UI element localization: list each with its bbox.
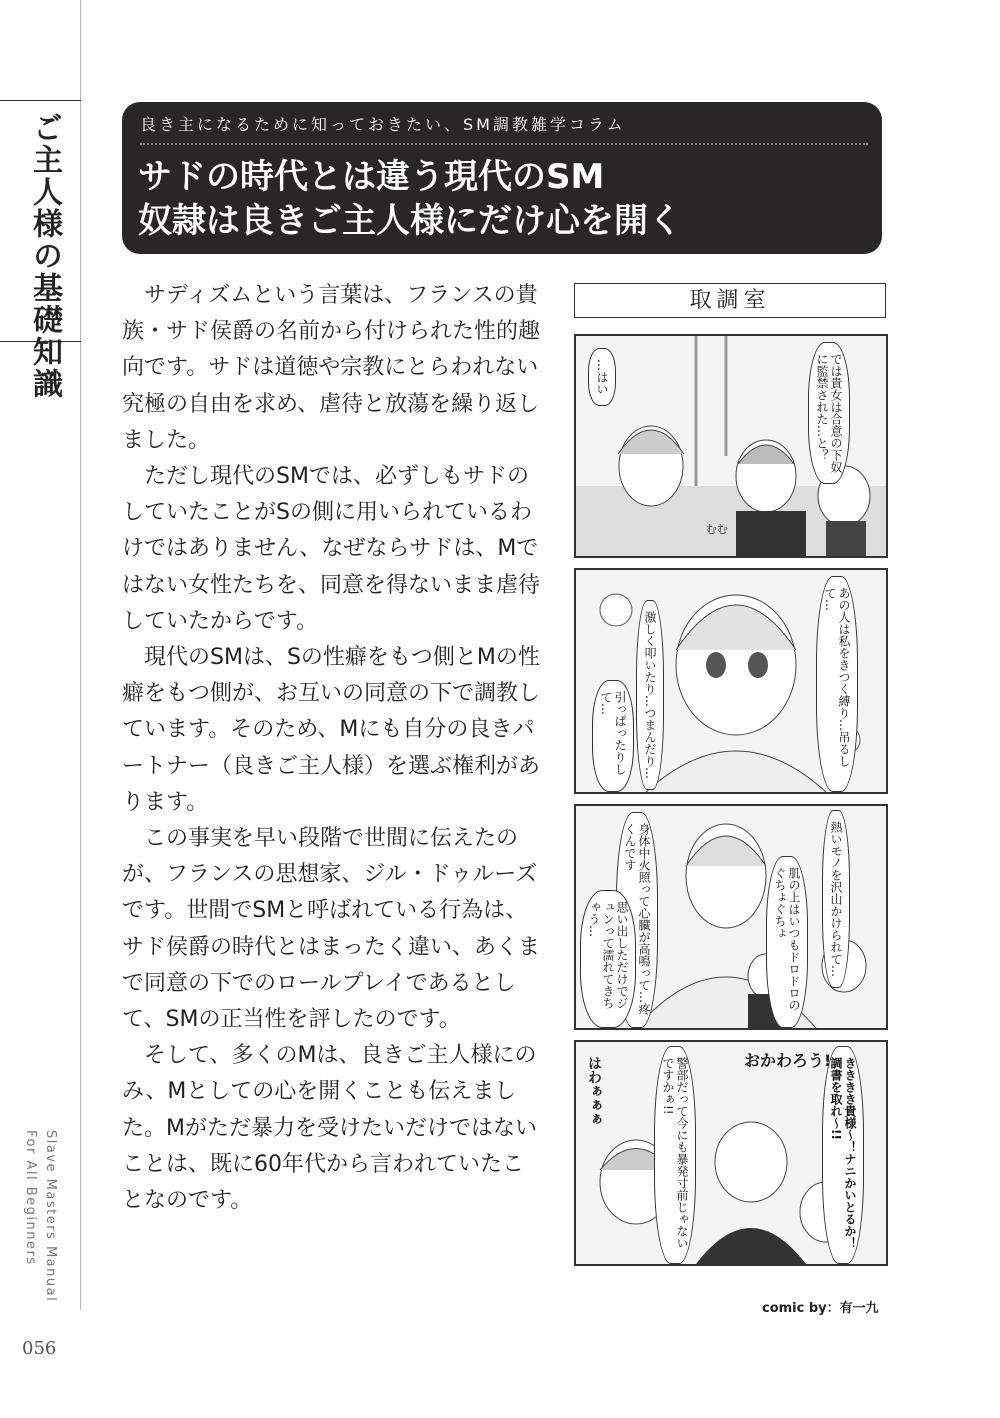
paragraph-5: そして、多くのMは、良きご主人様にのみ、Mとしての心を開くことも伝えました。Mがただ暴力を受けたいだけではないことは、既に60年代から言われていたことなのです。 <box>122 1043 537 1214</box>
panel-3-balloon-c: 身体中火照って心臓が高鳴って…疼くんです <box>616 812 658 1028</box>
paragraph-4: この事実を早い段階で世間に伝えたのが、フランスの思想家、ジル・ドゥルーズです。世間でSMと呼ばれている行為は、サド侯爵の時代とはまったく違い、あくまで同意の下でのロールプレイであるとして、SMの正当性を評したのです。 <box>122 826 541 1033</box>
panel-1-balloon-b: では貴女は合意の下奴に監禁された…と？ <box>808 342 850 484</box>
panel-4-balloon-b: きききき貴様～！ナニかいとるか！調書を取れ～!! <box>822 1046 864 1264</box>
panel-2-balloon-c: 引っぱったりして… <box>592 680 634 792</box>
article-body <box>122 278 542 1219</box>
column-title <box>138 155 878 243</box>
comic-panel-4 <box>574 1040 888 1266</box>
panel-4-sfx-b: はわぁぁぁ <box>586 1056 602 1126</box>
header-divider <box>140 143 868 145</box>
panel-4-sfx-a: おかわろう! <box>744 1051 832 1070</box>
paragraph-1: サディズムという言葉は、フランスの貴族・サド侯爵の名前から付けられた性的趣向です。サドは道徳や宗教にとらわれない究極の自由を求め、虐待と放蕩を繰り返しました。 <box>122 283 541 453</box>
panel-3-balloon-d: 思い出しただけでジュンって濡れてきちゃう… <box>580 890 636 1028</box>
english-title-line2: For All Beginners <box>23 1130 38 1266</box>
english-title-line1: Slave Masters Manual <box>43 1130 58 1303</box>
paragraph-2: ただし現代のSMでは、必ずしもサドのしていたことがSの側に用いられているわけではありません、なぜならサドは、Mではない女性たちを、同意を得ないまま虐待していたからです。 <box>122 464 541 634</box>
panel-2-balloon-a: あの人は私をきつく縛り…吊るして… <box>816 576 858 792</box>
comic-caption: 取調室 <box>574 283 886 318</box>
column-kicker: 良き主になるために知っておきたい、SM調教雑学コラム <box>140 115 626 134</box>
panel-2-balloon-b: 激しく叩いたり…つまんだり… <box>636 600 664 790</box>
panel-1-sfx: むむ <box>706 523 728 536</box>
title-line1: サドの時代とは違う現代のSM <box>138 157 605 197</box>
comic-panel-3 <box>574 804 888 1030</box>
section-title: ご主人様の基礎知識 <box>27 112 62 400</box>
comic-panel-2 <box>574 568 888 794</box>
panel-3-balloon-a: 熱いモノを沢山かけられて… <box>822 810 850 988</box>
comic-credit: comic by：有一九 <box>762 1301 879 1316</box>
comic-panel-1 <box>574 334 888 558</box>
title-line2: 奴隷は良きご主人様にだけ心を開く <box>138 201 682 241</box>
paragraph-3: 現代のSMは、Sの性癖をもつ側とMの性癖をもつ側が、お互いの同意の下で調教しています。そのため、Mにも自分の良きパートナー（良きご主人様）を選ぶ権利があります。 <box>122 645 541 815</box>
panel-1-balloon-a: …はい <box>588 348 616 406</box>
panel-4-balloon-a: 警部だって今にも暴発寸前じゃないですかぁ!! <box>654 1046 696 1264</box>
page-number: 056 <box>22 1338 57 1359</box>
book-english-title <box>20 1130 60 1302</box>
panel-3-balloon-b: 肌の上はいつもドロドロのぐちょぐちょ <box>766 856 808 1028</box>
